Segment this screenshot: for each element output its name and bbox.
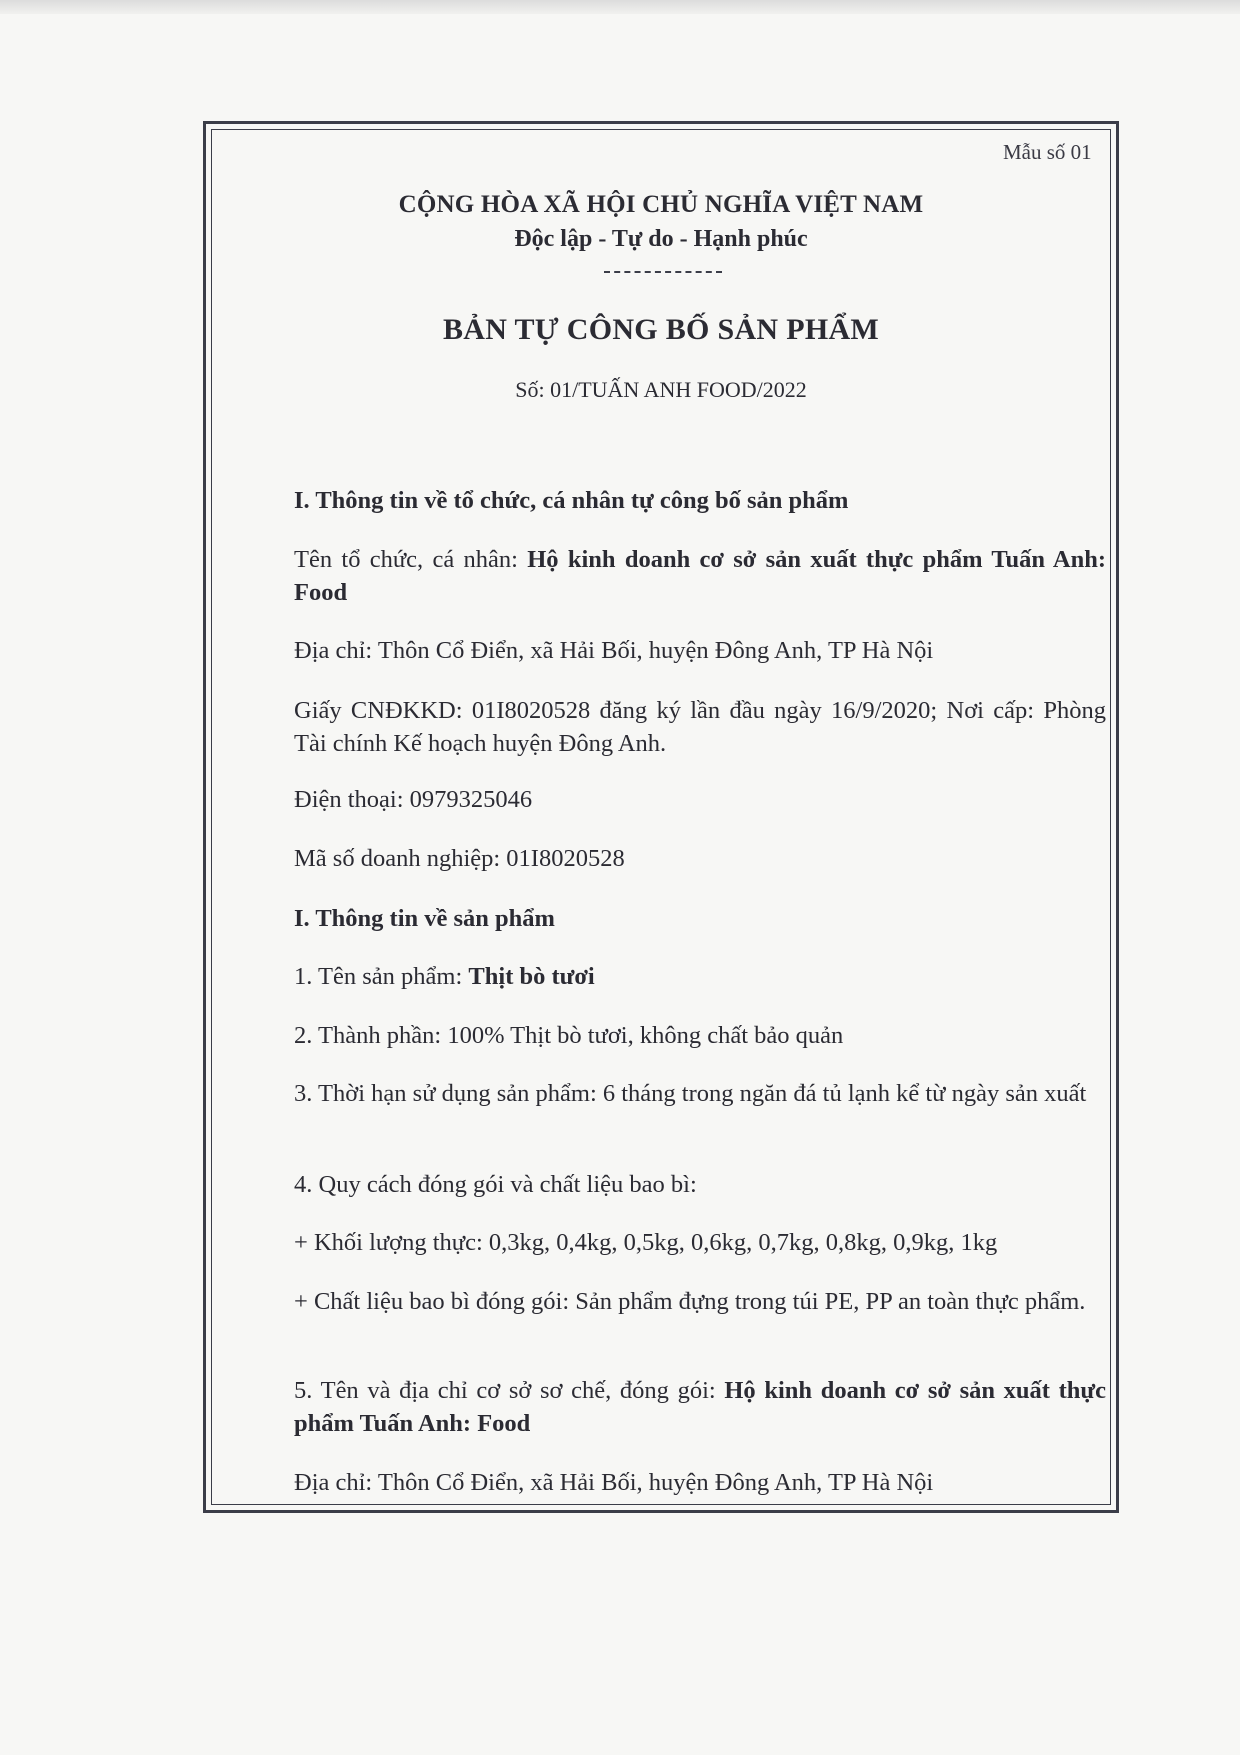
license-paragraph [222,694,1106,760]
header-divider [604,271,722,273]
shelf-life-paragraph [222,1077,1106,1110]
facility-address-paragraph [222,1466,1106,1499]
section2-heading-text: I. Thông tin về sản phẩm [294,905,555,932]
ingredients-text: 2. Thành phần: 100% Thịt bò tươi, không chất bảo quản [294,1022,844,1049]
material-text: + Chất liệu bao bì đóng gói: Sản phẩm đựng trong túi PE, PP an toàn thực phẩm. [294,1288,1086,1315]
facility-paragraph [222,1374,1106,1440]
product-name-label: 1. Tên sản phẩm: [294,963,469,990]
section2-heading [222,902,1106,935]
packaging-text: 4. Quy cách đóng gói và chất liệu bao bì: [294,1171,697,1198]
phone-text: Điện thoại: 0979325046 [294,786,533,813]
section1-heading-text: I. Thông tin về tổ chức, cá nhân tự công bố sản phẩm [294,487,849,514]
material-paragraph [222,1285,1106,1318]
document-title: BẢN TỰ CÔNG BỐ SẢN PHẨM [442,313,880,346]
weight-text: + Khối lượng thực: 0,3kg, 0,4kg, 0,5kg, 0,6kg, 0,7kg, 0,8kg, 0,9kg, 1kg [294,1229,998,1256]
scan-edge [0,0,1240,14]
section1-heading [222,484,1106,517]
org-name-value: Hộ kinh doanh cơ sở sản xuất thực phẩm Tuấn Anh: Food [294,546,1107,606]
facility-value: Hộ kinh doanh cơ sở sản xuất thực phẩm Tuấn Anh: Food [294,1377,1106,1437]
org-name-paragraph [222,543,1106,609]
phone-paragraph [222,783,1106,816]
facility-label: 5. Tên và địa chỉ cơ sở sơ chế, đóng gói: [294,1377,725,1404]
org-name-label: Tên tổ chức, cá nhân: [294,546,528,573]
tax-code-text: Mã số doanh nghiệp: 01I8020528 [294,845,625,872]
address-text: Địa chỉ: Thôn Cổ Điển, xã Hải Bối, huyện Đông Anh, TP Hà Nội [294,637,934,664]
form-number: Mẫu số 01 [1003,140,1092,164]
nation-title: CỘNG HÒA XÃ HỘI CHỦ NGHĨA VIỆT NAM [398,191,924,218]
motto: Độc lập - Tự do - Hạnh phúc [514,226,808,252]
tax-code-paragraph [222,842,1106,875]
product-name-paragraph [222,960,1106,993]
document-number: Số: 01/TUẤN ANH FOOD/2022 [515,377,807,402]
weight-paragraph [222,1226,1106,1259]
packaging-paragraph [222,1168,1106,1201]
product-name-value: Thịt bò tươi [468,963,595,990]
address-paragraph [222,634,1106,667]
facility-address-text: Địa chỉ: Thôn Cổ Điển, xã Hải Bối, huyện Đông Anh, TP Hà Nội [294,1469,934,1496]
shelf-life-text: 3. Thời hạn sử dụng sản phẩm: 6 tháng trong ngăn đá tủ lạnh kể từ ngày sản xuất [294,1080,1087,1107]
ingredients-paragraph [222,1019,1106,1052]
license-text: Giấy CNĐKKD: 01I8020528 đăng ký lần đầu ngày 16/9/2020; Nơi cấp: Phòng Tài chính Kế hoạch huyện Đông Anh. [294,697,1106,757]
